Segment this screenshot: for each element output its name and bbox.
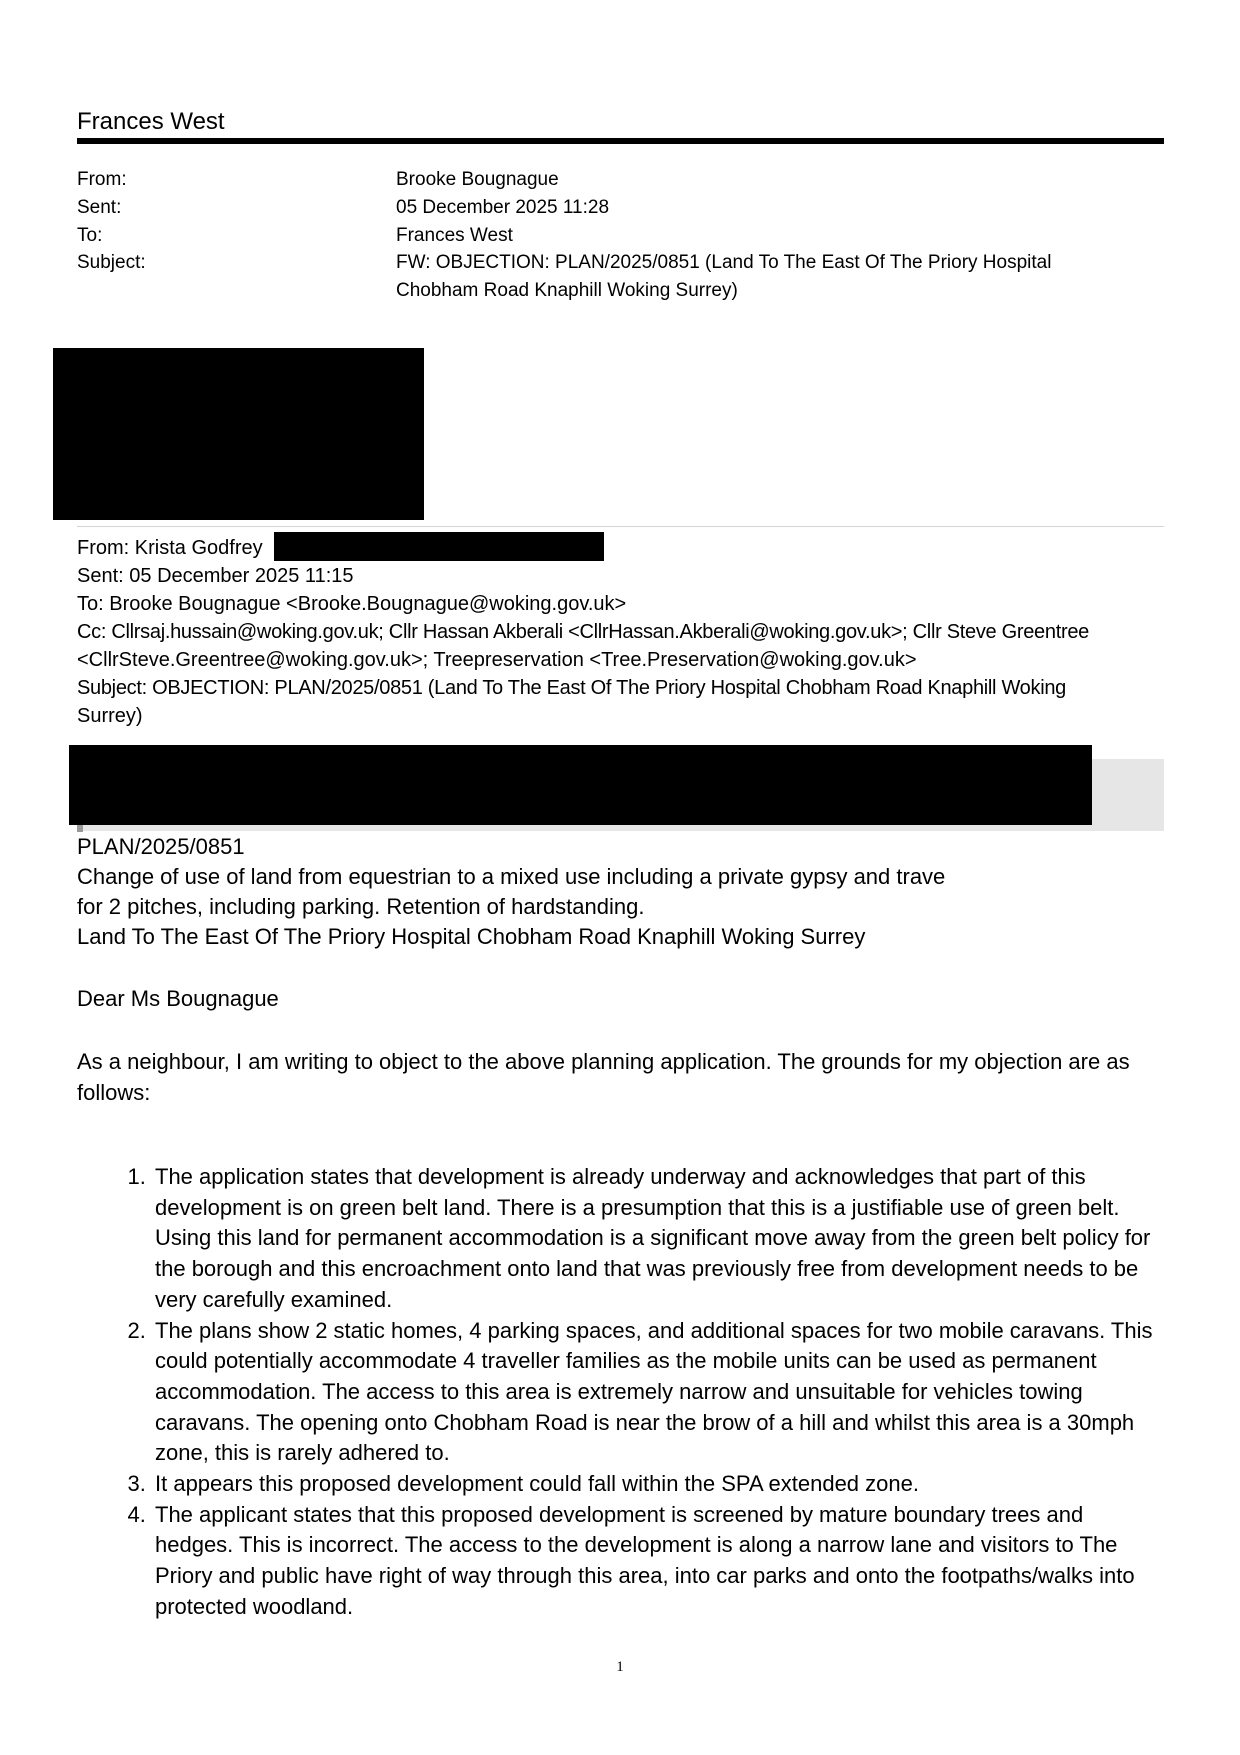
forward-sent-label: Sent: [77,197,122,218]
application-description: Change of use of land from equestrian to a mixed use including a private gypsy and trave [77,864,946,889]
forward-subject-value-continued: Chobham Road Knaphill Woking Surrey) [396,280,738,301]
original-cc-line-continued: <CllrSteve.Greentree@woking.gov.uk>; Treepreservation <Tree.Preservation@woking.gov.uk> [77,649,917,671]
original-sent-line [77,565,354,588]
redacted-block [53,348,424,520]
application-description-continued: for 2 pitches, including parking. Retention of hardstanding. [77,894,645,919]
forward-sent-value: 05 December 2025 11:28 [396,197,610,218]
original-cc-label: Cc: [77,621,107,643]
original-to-label: To: [77,593,104,615]
original-to-value: Brooke Bougnague <Brooke.Bougnague@woking.gov.uk> [109,593,627,615]
objection-list [77,1162,1164,1623]
original-cc-value: Cllrsaj.hussain@woking.gov.uk; Cllr Hassan Akberali <CllrHassan.Akberali@woking.gov.uk>; Cllr Steve Greentree [111,621,1089,643]
original-subject-value: OBJECTION: PLAN/2025/0851 (Land To The East Of The Priory Hospital Chobham Road Knaphill Woking [152,677,1066,699]
grey-banner-mark [77,824,83,832]
original-sent-label: Sent: [77,565,124,587]
forward-from-label: From: [77,169,127,190]
forward-subject-value: FW: OBJECTION: PLAN/2025/0851 (Land To The East Of The Priory Hospital [396,252,1052,273]
forward-to-label: To: [77,225,103,246]
intro-paragraph: As a neighbour, I am writing to object to the above planning application. The grounds for my objection are as follows: [77,1049,1130,1105]
application-address: Land To The East Of The Priory Hospital Chobham Road Knaphill Woking Surrey [77,924,866,949]
original-cc-line [77,621,1089,644]
original-from-label: From: [77,537,130,559]
application-reference: PLAN/2025/0851 [77,834,245,859]
redacted-banner [69,745,1092,825]
original-sent-value: 05 December 2025 11:15 [129,565,354,587]
document-title: Frances West [77,108,225,135]
forward-from-value: Brooke Bougnague [396,169,559,190]
salutation: Dear Ms Bougnague [77,986,279,1011]
original-from-line [77,537,263,560]
objection-point-1: 1. The application states that development is already underway and acknowledges that part of this development is on green belt land. There is a presumption that this is a justifiable use of green belt. Using this land for permanent accommodation is a significant move away from the green belt policy for the borough and this encroachment onto land that was previously free from development needs to be very carefully examined. [152,1162,1164,1316]
forward-to-value: Frances West [396,225,513,246]
original-from-value: Krista Godfrey [134,537,263,559]
objection-point-2: 2. The plans show 2 static homes, 4 parking spaces, and additional spaces for two mobile caravans. This could potentially accommodate 4 traveller families as the mobile units can be used as permanent accommodation. The access to this area is extremely narrow and unsuitable for vehicles towing caravans. The opening onto Chobham Road is near the brow of a hill and whilst this area is a 30mph zone, this is rarely adhered to. [152,1316,1164,1470]
objection-point-4: 4. The applicant states that this proposed development is screened by mature boundary trees and hedges. This is incorrect. The access to the development is along a narrow lane and visitors to The Priory and public have right of way through this area, into car parks and onto the footpaths/walks into protected woodland. [152,1500,1164,1623]
forward-subject-label: Subject: [77,252,146,273]
original-subject-line-continued: Surrey) [77,705,143,727]
original-subject-line [77,677,1066,700]
original-to-line [77,593,626,616]
objection-point-3: 3. It appears this proposed development could fall within the SPA extended zone. [152,1469,1164,1500]
page-number: 1 [616,1659,624,1675]
separator-line [77,526,1164,527]
redacted-email-address [274,532,604,561]
title-rule [77,138,1164,144]
original-subject-label: Subject: [77,677,147,699]
